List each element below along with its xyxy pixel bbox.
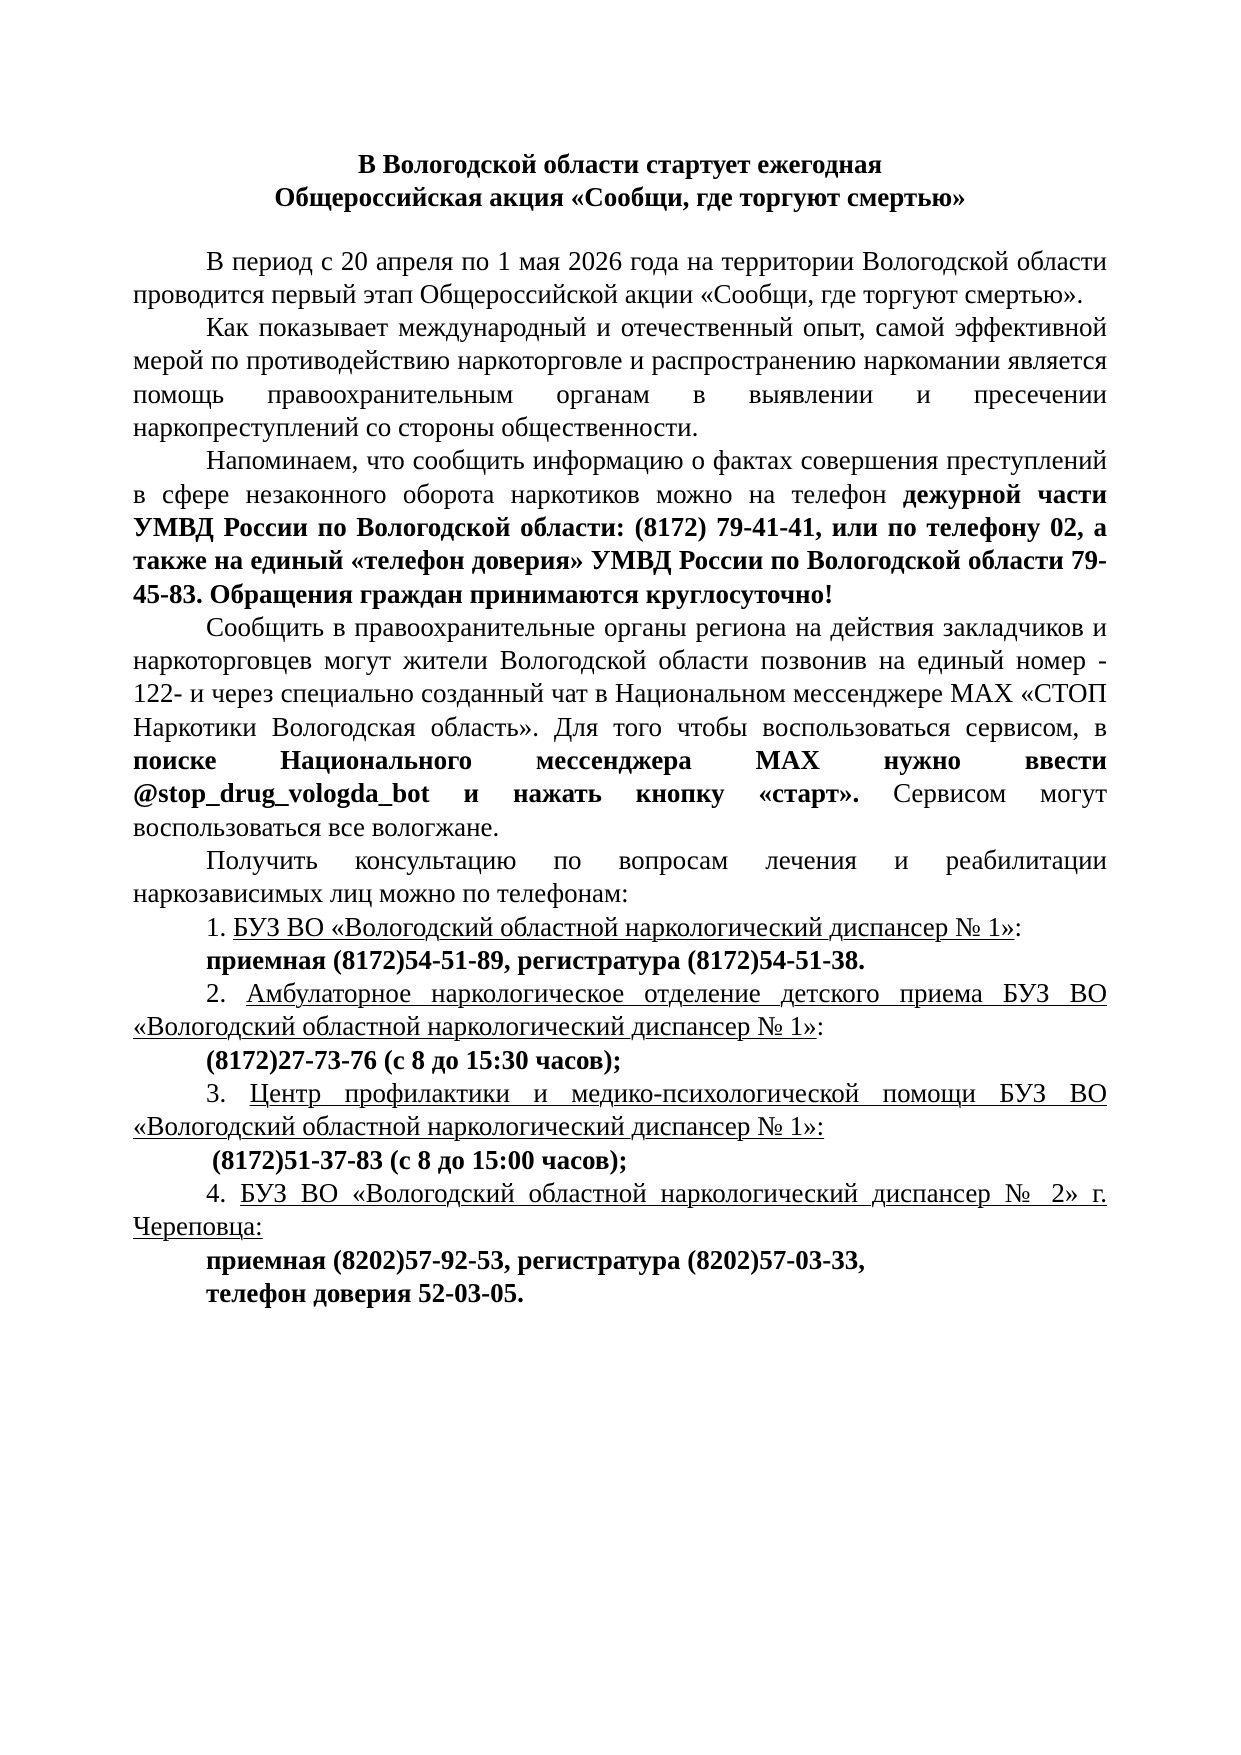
document-title bbox=[133, 148, 1107, 215]
contact-number: 2. bbox=[206, 978, 247, 1009]
contact-phones: приемная (8202)57-92-53, регистратура (8202)57-03-33, bbox=[206, 1244, 865, 1275]
contact-org: БУЗ ВО «Вологодский областной наркологический диспансер № 2» г. Череповца: bbox=[133, 1177, 1107, 1242]
contact-org: БУЗ ВО «Вологодский областной наркологический диспансер № 1» bbox=[233, 911, 1015, 942]
title-line-1: В Вологодской области стартует ежегодная bbox=[357, 149, 883, 179]
reminder-phones: дежурной части УМВД России по Вологодской области: (8172) 79-41-41, или по телефону 02, а также на единый «телефон доверия» УМВД России по Вологодской области 79-45-83. Обращения граждан принимаются круглосуточно! bbox=[133, 478, 1107, 609]
paragraph-messenger bbox=[133, 611, 1107, 844]
paragraph-period: В период с 20 апреля по 1 мая 2026 года на территории Вологодской области проводится первый этап Общероссийской акции «Сообщи, где торгуют смертью». bbox=[133, 245, 1107, 309]
contact-item-4 bbox=[133, 1177, 1107, 1310]
messenger-text: Сообщить в правоохранительные органы региона на действия закладчиков и наркоторговцев могут жители Вологодской области позвонив на единый номер - 122- и через специально созданный чат в Национальном мессенджере MAX «СТОП Наркотики Вологодская область». Для того чтобы воспользоваться сервисом, в bbox=[133, 611, 1107, 742]
contact-org: Центр профилактики и медико-психологической помощи БУЗ ВО «Вологодский областной наркологический диспансер № 1»: bbox=[133, 1078, 1107, 1142]
contact-number: 1. bbox=[206, 911, 233, 942]
messenger-closing: Сервисом могут воспользоваться все вологжане. bbox=[133, 778, 1107, 842]
contact-number: 4. bbox=[206, 1177, 241, 1208]
contact-org-line bbox=[133, 911, 1107, 944]
contact-number: 3. bbox=[206, 1078, 250, 1109]
title-line-2: Общероссийская акция «Сообщи, где торгуют смертью» bbox=[274, 182, 966, 213]
contact-phones: приемная (8172)54-51-89, регистратура (8172)54-51-38. bbox=[206, 944, 865, 975]
contact-org-line bbox=[133, 1077, 1107, 1144]
contact-item-2 bbox=[133, 977, 1107, 1077]
contact-phones: (8172)51-37-83 (с 8 до 15:00 часов); bbox=[212, 1144, 628, 1175]
contact-list bbox=[133, 911, 1107, 1311]
paragraph-consultation: Получить консультацию по вопросам лечения и реабилитации наркозависимых лиц можно по телефонам: bbox=[133, 844, 1107, 909]
paragraph-reminder bbox=[133, 444, 1107, 610]
contact-org-suffix: : bbox=[1014, 911, 1022, 942]
contact-org: Амбулаторное наркологическое отделение детского приема БУЗ ВО «Вологодский областной наркологический диспансер № 1» bbox=[133, 978, 1107, 1042]
contact-org-line bbox=[133, 977, 1107, 1044]
contact-item-1 bbox=[133, 911, 1107, 978]
contact-org-line bbox=[133, 1177, 1107, 1244]
contact-hotline: телефон доверия 52-03-05. bbox=[206, 1277, 524, 1308]
reminder-text: Напоминаем, что сообщить информацию о фактах совершения преступлений в сфере незаконного оборота наркотиков можно на телефон bbox=[133, 445, 1107, 509]
contact-phones: (8172)27-73-76 (с 8 до 15:30 часов); bbox=[206, 1044, 622, 1075]
paragraph-experience: Как показывает международный и отечественный опыт, самой эффективной мерой по противодействию наркоторговле и распространению наркомании является помощь правоохранительным органам в выявлении и пресечении наркопреступлений со стороны общественности. bbox=[133, 312, 1107, 443]
messenger-instructions: поиске Национального мессенджера MAX нужно ввести @stop_drug_vologda_bot и нажать кнопку «старт». bbox=[133, 745, 1107, 809]
contact-org-suffix: : bbox=[816, 1011, 825, 1042]
document-body bbox=[133, 148, 1107, 1310]
contact-item-3 bbox=[133, 1077, 1107, 1177]
